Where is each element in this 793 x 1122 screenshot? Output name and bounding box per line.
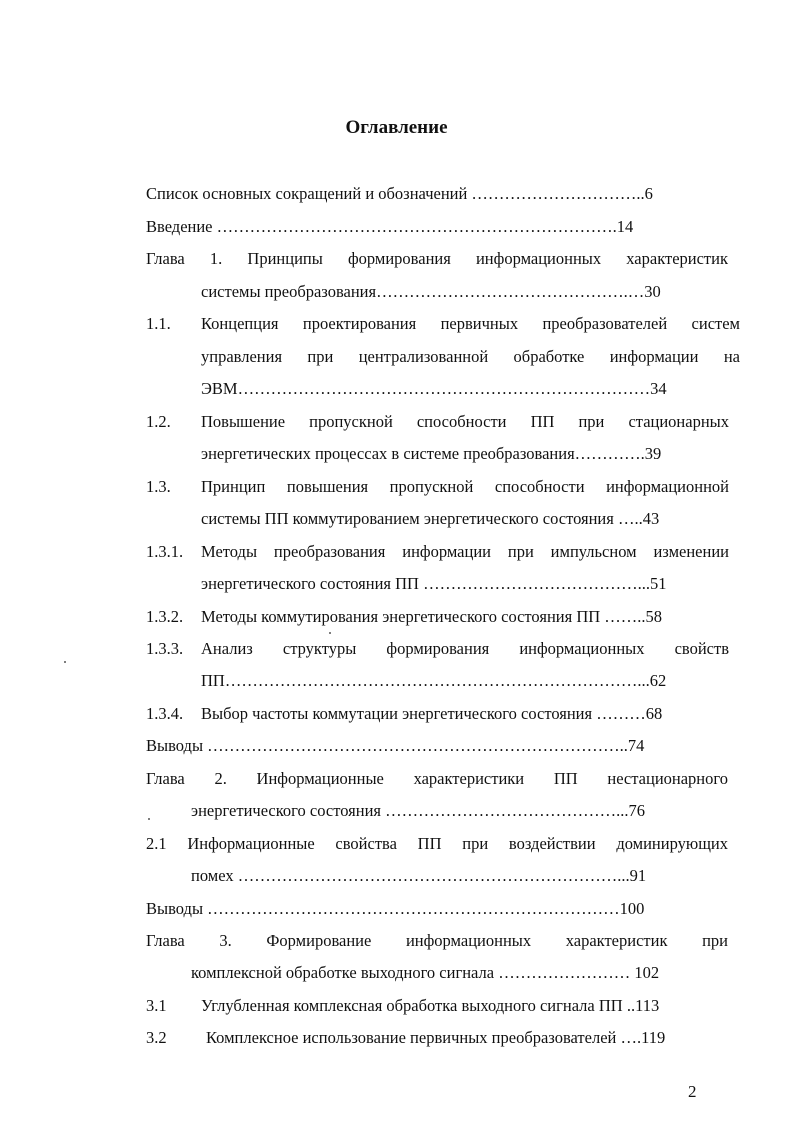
toc-line: Анализ структуры формирования информационных свойств bbox=[201, 639, 729, 658]
toc-line: Выводы …………………………………………………………………100 bbox=[146, 899, 645, 918]
toc-number: 3.1 bbox=[146, 996, 167, 1015]
toc-line: Методы преобразования информации при импульсном изменении bbox=[201, 542, 729, 561]
toc-number: 3.2 bbox=[146, 1028, 167, 1047]
toc-line: Введение ……………………………………………………………….14 bbox=[146, 217, 634, 236]
toc-line: Комплексное использование первичных преобразователей ….119 bbox=[206, 1028, 666, 1047]
toc-line: системы преобразования……………………………………….…30 bbox=[201, 282, 661, 301]
toc-number: 1.3.2. bbox=[146, 607, 184, 626]
toc-line: энергетического состояния ……………………………………...76 bbox=[191, 801, 645, 820]
toc-line: Методы коммутирования энергетического состояния ПП ……..58 bbox=[201, 607, 663, 626]
page-number: 2 bbox=[688, 1082, 697, 1101]
toc-line: Принцип повышения пропускной способности информационной bbox=[201, 477, 729, 496]
toc-number: 1.3.3. bbox=[146, 639, 184, 658]
toc-line: Выводы …………………………………………………………………..74 bbox=[146, 736, 645, 755]
toc-line: Выбор частоты коммутации энергетического состояния ………68 bbox=[201, 704, 663, 723]
toc-line: энергетических процессах в системе преобразования………….39 bbox=[201, 444, 662, 463]
toc-line: Концепция проектирования первичных преобразователей систем bbox=[201, 314, 740, 333]
toc-line: системы ПП коммутированием энергетического состояния …..43 bbox=[201, 509, 660, 528]
scan-speck bbox=[148, 818, 150, 820]
toc-line: энергетического состояния ПП …………………………………...51 bbox=[201, 574, 667, 593]
toc-line: управления при централизованной обработке информации на bbox=[201, 347, 740, 366]
toc-line: Список основных сокращений и обозначений …………………………..6 bbox=[146, 184, 653, 203]
toc-number: 1.2. bbox=[146, 412, 171, 431]
toc-line: Углубленная комплексная обработка выходного сигнала ПП ..113 bbox=[201, 996, 660, 1015]
page-title: Оглавление bbox=[345, 117, 448, 138]
toc-number: 1.3.4. bbox=[146, 704, 184, 723]
toc-line: Повышение пропускной способности ПП при стационарных bbox=[201, 412, 729, 431]
scan-speck bbox=[64, 661, 66, 663]
toc-number: 1.3. bbox=[146, 477, 171, 496]
toc-line: помех ……………………………………………………………...91 bbox=[191, 866, 647, 885]
toc-line: Глава 3. Формирование информационных характеристик при bbox=[146, 931, 728, 950]
toc-line: ЭВМ…………………………………………………………………34 bbox=[201, 379, 667, 398]
toc-line: 2.1 Информационные свойства ПП при воздействии доминирующих bbox=[146, 834, 728, 853]
toc-number: 1.1. bbox=[146, 314, 171, 333]
toc-line: Глава 1. Принципы формирования информационных характеристик bbox=[146, 249, 728, 268]
scan-speck bbox=[329, 632, 331, 634]
toc-line: комплексной обработке выходного сигнала …………………… 102 bbox=[191, 963, 660, 982]
toc-line: ПП…………………………………………………………………...62 bbox=[201, 671, 667, 690]
toc-line: Глава 2. Информационные характеристики ПП нестационарного bbox=[146, 769, 728, 788]
toc-number: 1.3.1. bbox=[146, 542, 184, 561]
